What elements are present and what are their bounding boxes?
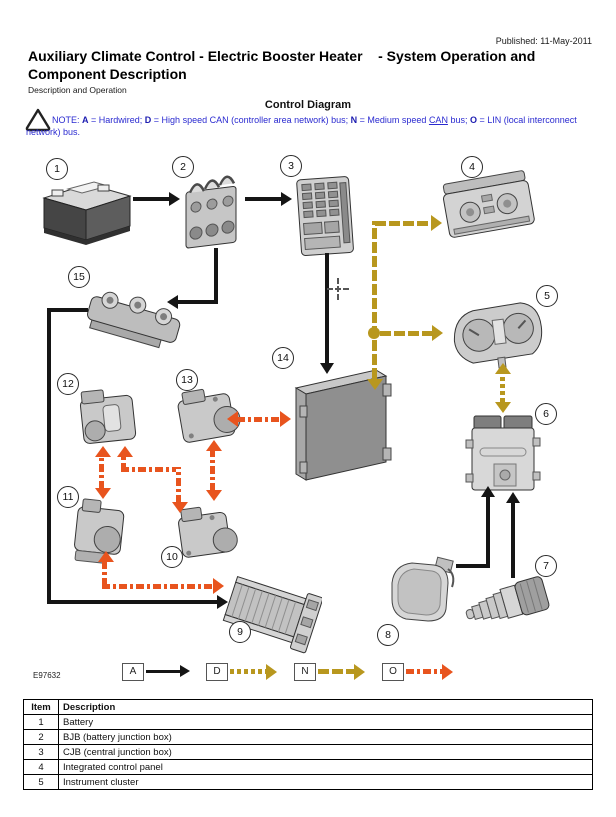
item-description-link[interactable]: BJB (battery junction box) <box>59 730 593 745</box>
table-row <box>24 745 593 760</box>
arrowhead-hscan-to-ecm <box>495 402 511 413</box>
item-number: 4 <box>24 760 59 775</box>
component-12-blend-door-actuator <box>70 383 154 455</box>
component-5-instrument-cluster <box>446 298 548 372</box>
component-7-coolant-temperature-sensor <box>462 572 552 634</box>
table-row <box>24 760 593 775</box>
hardwired-line-megafuse-left <box>50 308 88 312</box>
badge-11: 11 <box>57 486 79 508</box>
hs-can-cluster-ecm <box>500 374 505 402</box>
page-title: Auxiliary Climate Control - Electric Booster Heater - System Operation and Component Description <box>28 48 536 82</box>
lin-line-elbow-to-10 <box>176 467 181 503</box>
arrowhead-to-module <box>320 363 334 374</box>
lin-line-13-10 <box>210 451 215 491</box>
legend-key-O: O <box>382 663 404 681</box>
hardwired-line-bjb-down <box>214 248 218 304</box>
lin-line-elbow-across <box>121 467 181 472</box>
arrowhead-lin-to-actuator10-b <box>172 502 188 513</box>
arrowhead-to-bjb <box>169 192 180 206</box>
lin-line-13-14 <box>237 417 281 422</box>
arrowhead-lin-to-actuator12 <box>95 446 111 457</box>
can-bus-to-control-panel <box>375 221 431 226</box>
legend-ms-can-arrowhead <box>354 664 365 680</box>
legend-hardwired-sample <box>146 670 180 673</box>
arrowhead-to-ecm-left <box>481 486 495 497</box>
table-row <box>24 715 593 730</box>
component-2-bjb-fusible-links <box>172 170 248 254</box>
component-1-battery <box>38 176 134 246</box>
lin-line-12-11 <box>99 457 104 489</box>
figure-id: E97632 <box>33 671 61 680</box>
diagram-heading: Control Diagram <box>264 99 352 111</box>
lin-line-11-down <box>102 562 107 586</box>
table-header-row <box>24 700 593 715</box>
item-number: 1 <box>24 715 59 730</box>
badge-10: 10 <box>161 546 183 568</box>
badge-6: 6 <box>535 403 557 425</box>
legend-hs-can-sample <box>230 669 266 674</box>
legend-key-A: A <box>122 663 144 681</box>
published-date: Published: 11-May-2011 <box>495 36 592 46</box>
table-row <box>24 730 593 745</box>
hardwired-line-coolant-sensor-up <box>511 502 515 578</box>
component-3-cjb-fusebox <box>293 170 359 260</box>
arrowhead-to-control-panel <box>431 215 442 231</box>
component-4-integrated-control-panel <box>438 163 538 245</box>
lin-line-to-heater <box>102 584 214 589</box>
component-9-booster-heater-element <box>222 563 322 663</box>
legend-key-N: N <box>294 663 316 681</box>
arrowhead-to-heater <box>217 595 228 609</box>
item-number: 2 <box>24 730 59 745</box>
section-subtitle: Description and Operation <box>28 85 127 95</box>
component-15-megafuse <box>83 280 187 365</box>
note-text: NOTE: A = Hardwired; D = High speed CAN (controller area network) bus; N = Medium speed CAN bus; O = LIN (local interconnect network) bus. <box>26 115 577 137</box>
arrowhead-lin-to-actuator10 <box>206 490 222 501</box>
badge-12: 12 <box>57 373 79 395</box>
legend-key-D: D <box>206 663 228 681</box>
can-bus-junction-node <box>368 327 380 339</box>
badge-1: 1 <box>46 158 68 180</box>
arrowhead-can-to-module <box>367 379 383 390</box>
hardwired-line-ambient-sensor-up <box>486 496 490 566</box>
arrowhead-to-megafuse <box>167 295 178 309</box>
badge-14: 14 <box>272 347 294 369</box>
arrowhead-lin-to-actuator11-bottom <box>98 551 114 562</box>
table-header-item: Item <box>24 700 59 715</box>
can-glossary-link[interactable]: CAN <box>428 115 448 125</box>
legend-hs-can-arrowhead <box>266 664 277 680</box>
legend-lin-arrowhead <box>442 664 453 680</box>
item-description-link[interactable]: CJB (central junction box) <box>59 745 593 760</box>
badge-13: 13 <box>176 369 198 391</box>
hardwired-line-to-megafuse <box>178 300 218 304</box>
badge-2: 2 <box>172 156 194 178</box>
arrowhead-lin-to-actuator12-b <box>117 446 133 457</box>
hardwired-line-cjb-to-module <box>325 253 329 363</box>
component-6-engine-control-module <box>460 408 542 496</box>
hardwired-line-battery-to-bjb <box>133 197 169 201</box>
item-description-table <box>23 699 593 790</box>
can-bus-vertical <box>372 221 377 379</box>
legend-ms-can-sample <box>318 669 354 674</box>
item-description: Instrument cluster <box>59 775 593 790</box>
can-bus-to-cluster <box>380 331 432 336</box>
arrowhead-lin-to-actuator13 <box>206 440 222 451</box>
item-description: Integrated control panel <box>59 760 593 775</box>
arrowhead-to-ecm-right <box>506 492 520 503</box>
item-number: 3 <box>24 745 59 760</box>
item-number: 5 <box>24 775 59 790</box>
hardwired-line-ambient-sensor <box>456 564 490 568</box>
hardwired-line-bjb-to-cjb <box>245 197 281 201</box>
item-description: Battery <box>59 715 593 730</box>
arrowhead-to-cluster <box>432 325 443 341</box>
arrowhead-lin-to-module14 <box>280 411 291 427</box>
table-row <box>24 775 593 790</box>
badge-4: 4 <box>461 156 483 178</box>
crosshair-cursor <box>337 278 339 300</box>
arrowhead-lin-to-heater <box>213 578 224 594</box>
badge-8: 8 <box>377 624 399 646</box>
badge-9: 9 <box>229 621 251 643</box>
hardwired-line-left-vertical <box>47 308 51 602</box>
component-8-ambient-temperature-sensor <box>378 553 460 631</box>
legend-hardwired-arrowhead <box>180 665 190 677</box>
badge-7: 7 <box>535 555 557 577</box>
table-header-description: Description <box>59 700 593 715</box>
badge-15: 15 <box>68 266 90 288</box>
legend-lin-sample <box>406 669 442 674</box>
arrowhead-lin-to-actuator11 <box>95 488 111 499</box>
arrowhead-to-cjb <box>281 192 292 206</box>
badge-3: 3 <box>280 155 302 177</box>
hardwired-line-to-heater <box>47 600 217 604</box>
badge-5: 5 <box>536 285 558 307</box>
arrowhead-hscan-to-cluster <box>495 363 511 374</box>
